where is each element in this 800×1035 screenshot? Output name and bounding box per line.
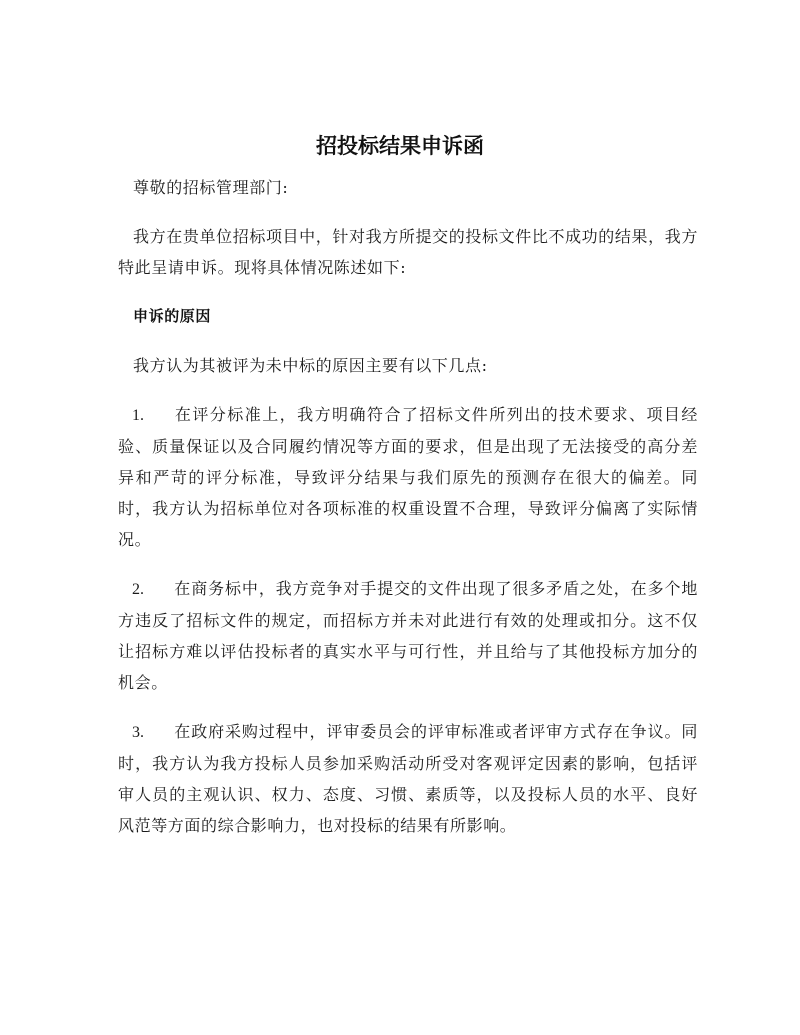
section-heading: 申诉的原因 bbox=[133, 307, 212, 325]
intro-paragraph: 我方在贵单位招标项目中，针对我方所提交的投标文件比不成功的结果，我方特此呈请申诉。现将具体情况陈述如下: bbox=[118, 227, 698, 277]
salutation: 尊敬的招标管理部门: bbox=[133, 178, 289, 197]
document-body bbox=[118, 172, 698, 859]
list-item-number: 2. bbox=[132, 581, 144, 598]
list-item-text: 在评分标准上，我方明确符合了招标文件所列出的技术要求、项目经验、质量保证以及合同履约情况等方面的要求，但是出现了无法接受的高分差异和严苛的评分标准，导致评分结果与我们原先的预测存在很大的偏差。同时，我方认为招标单位对各项标准的权重设置不合理，导致评分偏离了实际情况。 bbox=[118, 405, 698, 549]
document-title: 招投标结果申诉函 bbox=[316, 134, 484, 158]
section-intro-paragraph: 我方认为其被评为未中标的原因主要有以下几点: bbox=[133, 356, 488, 375]
list-item bbox=[118, 716, 698, 841]
list-item-number: 1. bbox=[132, 407, 144, 424]
list-item bbox=[118, 399, 698, 555]
list-item-text: 在政府采购过程中，评审委员会的评审标准或者评审方式存在争议。同时，我方认为我方投标人员参加采购活动所受对客观评定因素的影响，包括评审人员的主观认识、权力、态度、习惯、素质等，以及投标人员的水平、良好风范等方面的综合影响力，也对投标的结果有所影响。 bbox=[118, 722, 698, 835]
list-item-text: 在商务标中，我方竞争对手提交的文件出现了很多矛盾之处，在多个地方违反了招标文件的规定，而招标方并未对此进行有效的处理或扣分。这不仅让招标方难以评估投标者的真实水平与可行性，并且给与了其他投标方加分的机会。 bbox=[118, 579, 698, 692]
list-item bbox=[118, 573, 698, 698]
list-item-number: 3. bbox=[132, 724, 144, 741]
